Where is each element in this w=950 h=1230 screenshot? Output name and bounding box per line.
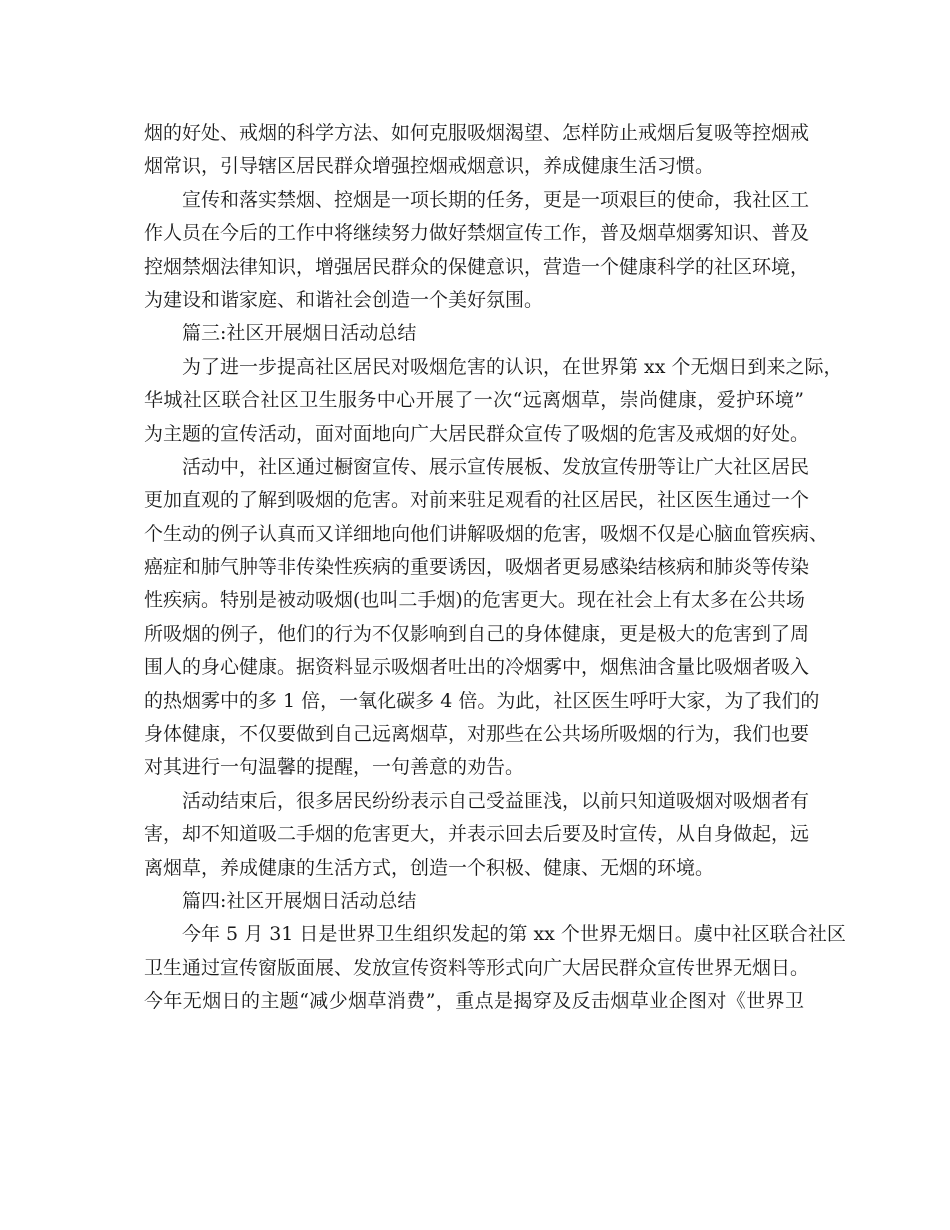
text-line: 华城社区联合社区卫生服务中心开展了一次“远离烟草，崇尚健康，爱护环境” xyxy=(144,389,804,412)
text-line: 烟的好处、戒烟的科学方法、如何克服吸烟渴望、怎样防止戒烟后复吸等控烟戒 xyxy=(144,122,810,144)
text-line: 今年 5 月 31 日是世界卫生组织发起的第 xx 个世界无烟日。虞中社区联合社区 xyxy=(182,923,846,946)
text-line: 今年无烟日的主题“减少烟草消费”，重点是揭穿及反击烟草业企图对《世界卫 xyxy=(144,990,804,1013)
document-body xyxy=(144,117,846,1019)
text-line: 卫生通过宣传窗版面展、发放宣传资料等形式向广大居民群众宣传世界无烟日。 xyxy=(144,956,810,979)
text-line: 宣传和落实禁烟、控烟是一项长期的任务，更是一项艰巨的使命，我社区工 xyxy=(182,188,810,211)
text-line: 更加直观的了解到吸烟的危害。对前来驻足观看的社区居民，社区医生通过一个 xyxy=(144,489,810,512)
text-line: 性疾病。特别是被动吸烟(也叫二手烟)的危害更大。现在社会上有太多在公共场 xyxy=(144,589,805,612)
text-line: 为主题的宣传活动，面对面地向广大居民群众宣传了吸烟的危害及戒烟的好处。 xyxy=(144,422,810,445)
section-heading: 篇四:社区开展烟日活动总结 xyxy=(182,889,417,912)
text-line: 作人员在今后的工作中将继续努力做好禁烟宣传工作，普及烟草烟雾知识、普及 xyxy=(144,222,810,245)
text-line: 对其进行一句温馨的提醒，一句善意的劝告。 xyxy=(144,756,525,779)
text-line: 个生动的例子认真而又详细地向他们讲解吸烟的危害，吸烟不仅是心脑血管疾病、 xyxy=(144,522,829,545)
section-heading: 篇三:社区开展烟日活动总结 xyxy=(182,322,417,345)
text-line: 癌症和肺气肿等非传染性疾病的重要诱因，吸烟者更易感染结核病和肺炎等传染 xyxy=(144,556,810,579)
text-line: 的热烟雾中的多 1 倍，一氧化碳多 4 倍。为此，社区医生呼吁大家，为了我们的 xyxy=(144,689,820,712)
text-line: 身体健康，不仅要做到自己远离烟草，对那些在公共场所吸烟的行为，我们也要 xyxy=(144,723,810,746)
text-line: 活动结束后，很多居民纷纷表示自己受益匪浅，以前只知道吸烟对吸烟者有 xyxy=(182,789,810,812)
text-line: 所吸烟的例子，他们的行为不仅影响到自己的身体健康，更是极大的危害到了周 xyxy=(144,622,810,645)
text-line: 为建设和谐家庭、和谐社会创造一个美好氛围。 xyxy=(144,288,544,311)
text-line: 控烟禁烟法律知识，增强居民群众的保健意识，营造一个健康科学的社区环境， xyxy=(144,255,810,278)
text-line: 烟常识，引导辖区居民群众增强控烟戒烟意识，养成健康生活习惯。 xyxy=(144,155,715,178)
text-line: 离烟草，养成健康的生活方式，创造一个积极、健康、无烟的环境。 xyxy=(144,856,715,879)
text-line: 害，却不知道吸二手烟的危害更大，并表示回去后要及时宣传，从自身做起，远 xyxy=(144,823,810,846)
text-line: 活动中，社区通过橱窗宣传、展示宣传展板、发放宣传册等让广大社区居民 xyxy=(182,455,810,478)
text-line: 围人的身心健康。据资料显示吸烟者吐出的冷烟雾中，烟焦油含量比吸烟者吸入 xyxy=(144,656,810,679)
text-line: 为了进一步提高社区居民对吸烟危害的认识，在世界第 xx 个无烟日到来之际， xyxy=(182,355,843,378)
